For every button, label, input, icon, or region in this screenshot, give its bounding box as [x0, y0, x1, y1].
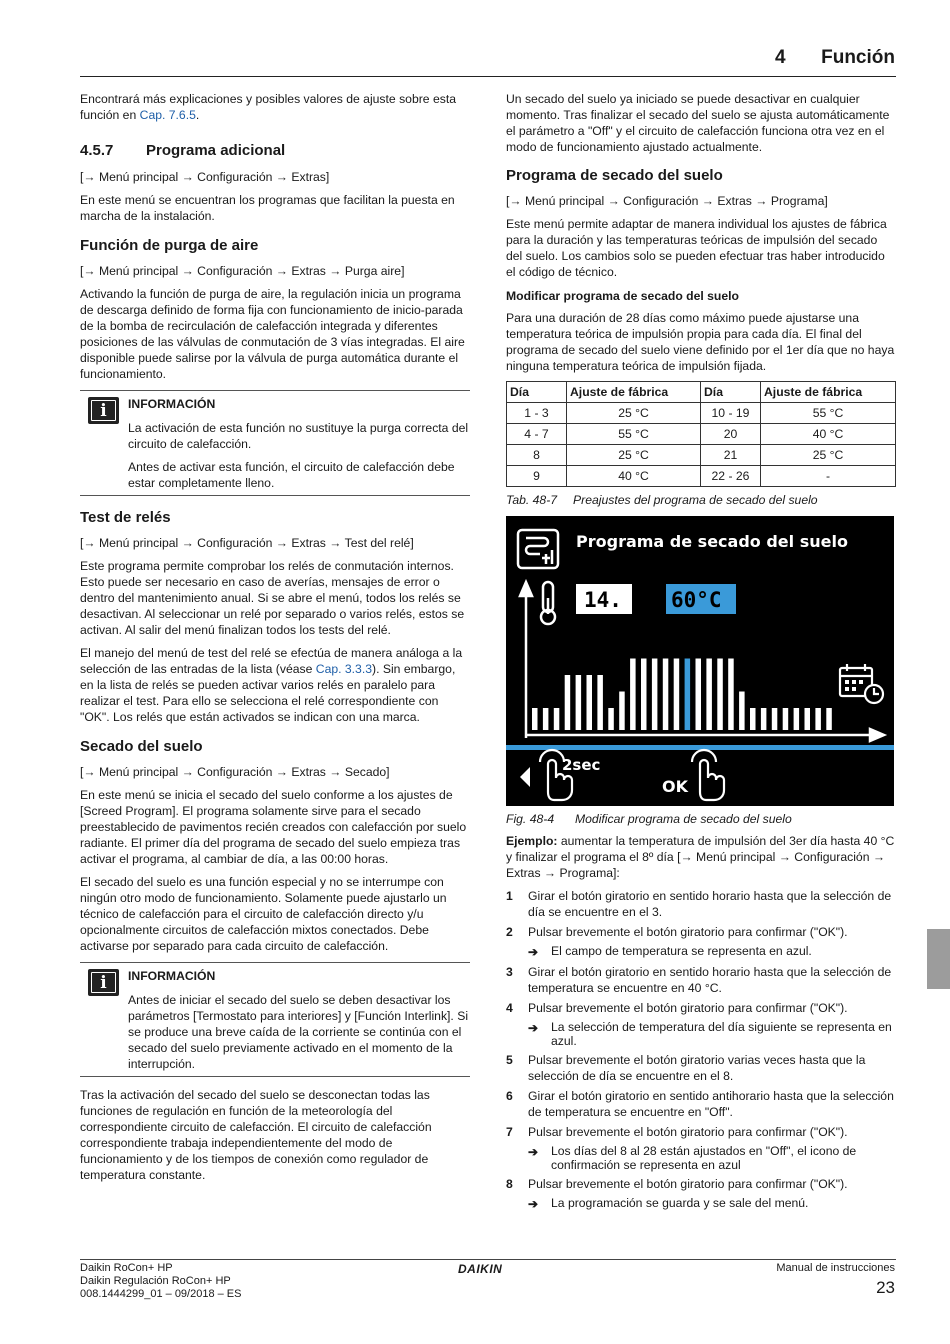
day-bar — [805, 708, 811, 730]
calendar-clock-icon — [840, 664, 883, 703]
chapter-number: 4 — [775, 47, 786, 68]
table-cell: 25 °C — [761, 445, 896, 466]
step-list — [506, 888, 896, 1212]
section-paragraph: En este menú se encuentran los programas que facilitan la puesta en marcha de la instalación. — [80, 193, 455, 223]
day-bar — [608, 708, 614, 730]
right-column — [506, 91, 896, 1216]
step-item — [506, 1000, 896, 1016]
step-item — [506, 964, 896, 996]
info-icon: i — [88, 969, 119, 996]
step-number: 5 — [506, 1053, 513, 1067]
day-bar — [597, 675, 603, 730]
step-number: 2 — [506, 925, 513, 939]
table-cell: 40 °C — [761, 424, 896, 445]
y-axis-arrow — [520, 582, 532, 738]
table-row — [507, 403, 896, 424]
back-arrow-icon[interactable] — [520, 767, 530, 787]
info-box — [80, 962, 470, 1077]
section-heading — [80, 143, 470, 159]
test-heading: Test de relés — [80, 509, 171, 526]
table-cell: - — [761, 466, 896, 487]
result-text: La programación se guarda y se sale del menú. — [551, 1196, 809, 1210]
day-bar-selected — [685, 659, 691, 731]
footer-rule — [80, 1259, 896, 1260]
table-header: Día — [701, 382, 761, 403]
result-text: La selección de temperatura del día siguiente se representa en azul. — [551, 1020, 892, 1048]
step-text: Pulsar brevemente el botón giratorio para confirmar ("OK"). — [528, 1125, 848, 1139]
preset-table — [506, 381, 896, 487]
day-bar — [565, 675, 571, 730]
purga-heading: Función de purga de aire — [80, 237, 259, 254]
test-path: [→ Menú principal → Configuración → Extras → Test del relé] — [80, 536, 414, 550]
result-text: El campo de temperatura se representa en azul. — [551, 944, 812, 958]
info-paragraph: Antes de iniciar el secado del suelo se deben desactivar los parámetros [Termostato para interiores] y [Función Interlink]. Si se produce una breve caída de la corriente se continúa con el secado del suelo previamente activado en el momento de la interrupción. — [128, 993, 469, 1071]
info-title: INFORMACIÓN — [128, 397, 216, 411]
step-text: Girar el botón giratorio en sentido horario hasta que la selección de temperatura se encuentre en 40 °C. — [528, 965, 892, 995]
day-bars — [532, 659, 832, 731]
accent-bar — [506, 745, 894, 750]
chapter-link-765[interactable]: Cap. 7.6.5 — [139, 108, 196, 122]
right-intro: Un secado del suelo ya iniciado se puede desactivar en cualquier momento. Tras finalizar el secado del suelo se ajusta automáticamente el parámetro a "Off" y el circuito de calefacción funciona otra vez en el modo de funcionamiento ajustado actualmente. — [506, 92, 890, 154]
info-icon: i — [88, 397, 119, 424]
section-title: Programa adicional — [146, 142, 286, 159]
table-header-row — [507, 382, 896, 403]
table-cell: 9 — [507, 466, 567, 487]
test-paragraph: Este programa permite comprobar los relés de conmutación internos. Esto puede ser necesario en caso de averías, mensajes de error o dentro del mantenimiento anual. Si se abre el menú, todos los relés se desactivan. Al seleccionar un relé por separado o varios relés, estos se activan. Al salir del menú finalizan todos los tests del relé. — [80, 559, 465, 637]
hand-press-icon[interactable] — [692, 750, 724, 800]
result-text: Los días del 8 al 28 están ajustados en "Off", el icono de confirmación se representa en azul — [551, 1144, 857, 1172]
day-value: 14. — [584, 588, 622, 612]
secado-path: [→ Menú principal → Configuración → Extras → Secado] — [80, 765, 390, 779]
step-text: Pulsar brevemente el botón giratorio varias veces hasta que la selección de día se encuentre en el 8. — [528, 1053, 866, 1083]
chapter-side-tab — [927, 929, 950, 989]
step-number: 8 — [506, 1177, 513, 1191]
day-bar — [783, 708, 789, 730]
day-bar — [663, 659, 669, 731]
day-bar — [532, 708, 538, 730]
secado-paragraph: En este menú se inicia el secado del suelo conforme a los ajustes de [Screed Program]. El programa solamente sirve para el secado preestablecido de pavimentos recién creados con calefacción por suelo radiante. El primer día del programa de secado del suelo empieza tras activar el programa, al cambiar de día, a las 00:00 horas. — [80, 788, 467, 866]
step-number: 4 — [506, 1001, 513, 1015]
step-number: 3 — [506, 965, 513, 979]
day-bar — [674, 659, 680, 731]
day-bar — [641, 659, 647, 731]
day-bar — [815, 708, 821, 730]
x-axis-arrow — [526, 729, 884, 741]
table-cell: 4 - 7 — [507, 424, 567, 445]
info-paragraph: Antes de activar esta función, el circuito de calefacción debe estar completamente lleno. — [128, 460, 455, 490]
page-number: 23 — [876, 1278, 895, 1297]
info-box — [80, 390, 470, 496]
purga-path: [→ Menú principal → Configuración → Extras → Purga aire] — [80, 264, 405, 278]
table-row — [507, 424, 896, 445]
day-bar — [706, 659, 712, 731]
table-cell: 10 - 19 — [701, 403, 761, 424]
table-cell: 55 °C — [761, 403, 896, 424]
step-item — [506, 1088, 896, 1120]
step-text: Pulsar brevemente el botón giratorio para confirmar ("OK"). — [528, 925, 848, 939]
step-result — [528, 1144, 896, 1172]
day-bar — [619, 692, 625, 731]
step-item — [506, 1124, 896, 1140]
day-bar — [554, 708, 560, 730]
step-text: Girar el botón giratorio en sentido antihorario hasta que la selección de temperatura se encuentre en "Off". — [528, 1089, 894, 1119]
info-paragraph: La activación de esta función no sustituye la purga correcta del circuito de calefacción. — [128, 421, 469, 451]
step-text: Pulsar brevemente el botón giratorio para confirmar ("OK"). — [528, 1177, 848, 1191]
table-cell: 1 - 3 — [507, 403, 567, 424]
step-result — [528, 1196, 896, 1212]
test-paragraph: El manejo del menú de test del relé se efectúa de manera análoga a la selección de las entradas de la lista (véase Cap. 3.3.3). Sin embargo, en la lista de relés se pueden activar varios relés en paralelo para realizar el test. Para ello se selecciona el relé correspondiente con "OK". Los relés que están activados se indican con una marca. — [80, 646, 463, 724]
result-arrow-icon: ➔ — [528, 945, 539, 959]
chapter-link-333[interactable]: Cap. 3.3.3 — [315, 662, 373, 676]
day-bar — [652, 659, 658, 731]
day-bar — [728, 659, 734, 731]
controller-display — [506, 516, 894, 806]
result-arrow-icon: ➔ — [528, 1197, 539, 1211]
table-header: Ajuste de fábrica — [761, 382, 896, 403]
step-text: Girar el botón giratorio en sentido horario hasta que la selección de día se encuentre en el 3. — [528, 889, 892, 919]
figure-caption: Fig. 48-4 Modificar programa de secado del suelo — [506, 812, 792, 826]
example-paragraph: Ejemplo: aumentar la temperatura de impulsión del 3er día hasta 40 °C y finalizar el programa el 8º día [→ Menú principal → Configuración → Extras → Programa]: — [506, 834, 895, 880]
table-cell: 25 °C — [567, 403, 701, 424]
step-item — [506, 888, 896, 920]
modificar-paragraph: Para una duración de 28 días como máximo puede ajustarse una temperatura teórica de impulsión propia para cada día. El final del programa de secado del suelo viene definido por el 1er día que no haya ninguna temperatura teórica de impulsión fijada. — [506, 311, 895, 373]
step-item — [506, 1176, 896, 1192]
footer-product: Daikin RoCon+ HP Daikin Regulación RoCon+ HP 008.1444299_01 – 09/2018 – ES — [80, 1262, 242, 1300]
screen-title: Programa de secado del suelo — [576, 532, 848, 551]
step-text: Pulsar brevemente el botón giratorio para confirmar ("OK"). — [528, 1001, 848, 1015]
table-cell: 22 - 26 — [701, 466, 761, 487]
modificar-heading: Modificar programa de secado del suelo — [506, 289, 739, 303]
step-result — [528, 944, 896, 960]
day-bar — [761, 708, 767, 730]
outro-paragraph: Tras la activación del secado del suelo se desconectan todas las funciones de regulación en función de la meteorología del correspondiente circuito de calefacción. El circuito de calefacción correspondiente trabaja independientemente del modo de funcionamiento y de los tiempos de conexión como regulador de temperatura constante. — [80, 1088, 432, 1182]
table-header: Ajuste de fábrica — [567, 382, 701, 403]
program-icon — [518, 530, 558, 568]
table-cell: 40 °C — [567, 466, 701, 487]
footer-manual: Manual de instrucciones 23 — [776, 1262, 895, 1297]
ok-label[interactable]: OK — [662, 777, 688, 796]
result-arrow-icon: ➔ — [528, 1021, 539, 1035]
info-title: INFORMACIÓN — [128, 969, 216, 983]
table-cell: 8 — [507, 445, 567, 466]
day-bar — [543, 708, 549, 730]
step-item — [506, 1052, 896, 1084]
temp-value: 60°C — [671, 588, 722, 612]
table-caption: Tab. 48-7 Preajustes del programa de secado del suelo — [506, 493, 818, 507]
secado-paragraph: El secado del suelo es una función especial y no se interrumpe con ningún otro modo de funcionamiento. Solamente puede ajustarlo un técnico de calefacción para el circuito de calefacción directo y/u opcionalmente circuitos de calefacción mixtos conectados. Debe activarse por separado para cada circuito de calefacción. — [80, 875, 447, 953]
table-cell: 55 °C — [567, 424, 701, 445]
step-item — [506, 924, 896, 940]
programa-path: [→ Menú principal → Configuración → Extras → Programa] — [506, 194, 828, 208]
step-result — [528, 1020, 896, 1048]
table-cell: 21 — [701, 445, 761, 466]
day-bar — [794, 708, 800, 730]
step-number: 6 — [506, 1089, 513, 1103]
table-row — [507, 466, 896, 487]
day-bar — [696, 659, 702, 731]
chapter-title: Función — [821, 47, 895, 68]
left-column — [80, 91, 470, 1190]
programa-paragraph: Este menú permite adaptar de manera individual los ajustes de fábrica para la duración y las temperaturas teóricas de impulsión del secado del suelo. Los cambios solo se pueden efectuar tras haber introducido el código de técnico. — [506, 217, 887, 279]
step-number: 1 — [506, 889, 513, 903]
day-bar — [826, 708, 832, 730]
header-rule — [80, 76, 896, 77]
step-number: 7 — [506, 1125, 513, 1139]
day-bar — [576, 675, 582, 730]
day-bar — [750, 708, 756, 730]
day-bar — [772, 708, 778, 730]
table-cell: 20 — [701, 424, 761, 445]
secado-heading: Secado del suelo — [80, 738, 203, 755]
day-bar — [717, 659, 723, 731]
thermometer-icon — [541, 582, 555, 624]
menu-path: [→ Menú principal → Configuración → Extras] — [80, 170, 330, 184]
day-bar — [587, 675, 593, 730]
daikin-logo: DAIKIN — [458, 1262, 503, 1276]
table-header: Día — [507, 382, 567, 403]
programa-heading: Programa de secado del suelo — [506, 167, 723, 184]
day-bar — [630, 659, 636, 731]
table-row — [507, 445, 896, 466]
section-number: 4.5.7 — [80, 142, 114, 159]
day-bar — [739, 692, 745, 731]
table-cell: 25 °C — [567, 445, 701, 466]
intro-paragraph: Encontrará más explicaciones y posibles valores de ajuste sobre esta función en Cap. 7.6.5. — [80, 92, 456, 122]
hold-label: 2sec — [562, 756, 601, 774]
purga-paragraph: Activando la función de purga de aire, la regulación inicia un programa de descarga definido de forma fija con funcionamiento de inicio-parada de la bomba de recirculación de calefacción integrada y diferentes posiciones de las válvulas de conmutación de 3 vías integradas. El aire disponible puede salirse por la válvula de purga automática durante el funcionamiento. — [80, 287, 465, 381]
result-arrow-icon: ➔ — [528, 1145, 539, 1159]
